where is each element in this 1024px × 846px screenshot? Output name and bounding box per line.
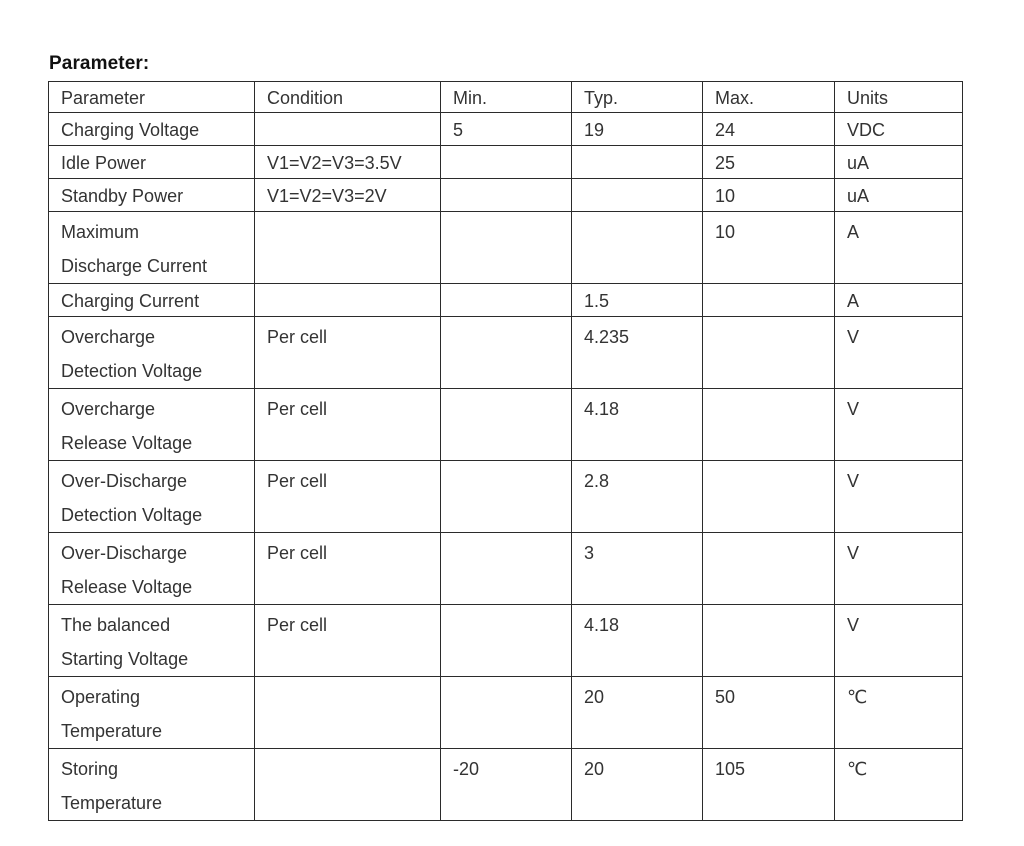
cell-min [441,146,572,179]
cell-parameter [49,113,255,146]
condition-value: V1=V2=V3=2V [267,186,387,206]
cell-units [835,146,963,179]
section-heading: Parameter: [49,53,150,74]
parameter-name-line: Starting Voltage [61,649,189,669]
cell-min [441,179,572,212]
parameter-name-line: Release Voltage [61,433,193,453]
cell-units [835,533,963,605]
table-row [49,749,963,821]
cell-condition [255,461,441,533]
cell-condition [255,284,441,317]
cell-units [835,317,963,389]
parameter-name-line: Overcharge [61,399,156,419]
cell-parameter [49,284,255,317]
cell-parameter [49,677,255,749]
units-value: VDC [847,120,886,140]
units-value: ℃ [847,759,868,779]
cell-condition [255,749,441,821]
cell-units [835,113,963,146]
cell-min [441,317,572,389]
cell-condition [255,179,441,212]
parameter-name-line: The balanced [61,615,171,635]
cell-min [441,533,572,605]
cell-condition [255,533,441,605]
column-header-units: Units [835,82,963,113]
units-value: V [847,471,860,491]
parameter-name-line: Release Voltage [61,577,193,597]
table-row [49,317,963,389]
condition-value: V1=V2=V3=3.5V [267,153,402,173]
units-value: ℃ [847,687,868,707]
cell-typ [572,284,703,317]
parameter-name-line: Temperature [61,793,163,813]
column-header-condition: Condition [255,82,441,113]
units-value: V [847,615,860,635]
table-row [49,179,963,212]
cell-max [703,677,835,749]
units-value: uA [847,153,870,173]
cell-min [441,113,572,146]
table-row [49,461,963,533]
typ-value: 20 [584,687,605,707]
cell-min [441,677,572,749]
cell-units [835,389,963,461]
max-value: 50 [715,687,736,707]
column-header-min: Min. [441,82,572,113]
typ-value: 20 [584,759,605,779]
cell-condition [255,212,441,284]
typ-value: 2.8 [584,471,610,491]
cell-parameter [49,179,255,212]
parameter-name-line: Detection Voltage [61,505,203,525]
table-row [49,113,963,146]
parameter-name-line: Idle Power [61,153,147,173]
units-value: V [847,399,860,419]
cell-parameter [49,533,255,605]
typ-value: 4.18 [584,399,620,419]
cell-condition [255,389,441,461]
units-value: A [847,291,860,311]
cell-typ [572,113,703,146]
table-row [49,389,963,461]
typ-value: 4.235 [584,327,630,347]
units-value: V [847,327,860,347]
table-row [49,284,963,317]
column-header-parameter: Parameter [49,82,255,113]
units-value: A [847,222,860,242]
cell-typ [572,146,703,179]
cell-parameter [49,146,255,179]
parameter-name-line: Operating [61,687,141,707]
parameter-name-line: Discharge Current [61,256,208,276]
cell-condition [255,605,441,677]
cell-min [441,461,572,533]
column-header-max: Max. [703,82,835,113]
parameter-name-line: Maximum [61,222,140,242]
cell-parameter [49,605,255,677]
min-value: 5 [453,120,464,140]
cell-parameter [49,749,255,821]
cell-typ [572,179,703,212]
min-value: -20 [453,759,480,779]
cell-max [703,317,835,389]
cell-max [703,212,835,284]
cell-units [835,677,963,749]
max-value: 10 [715,186,736,206]
cell-max [703,389,835,461]
condition-value: Per cell [267,543,328,563]
parameter-name-line: Charging Voltage [61,120,200,140]
cell-max [703,179,835,212]
cell-typ [572,461,703,533]
cell-units [835,284,963,317]
condition-value: Per cell [267,615,328,635]
cell-condition [255,146,441,179]
cell-max [703,284,835,317]
parameter-name-line: Detection Voltage [61,361,203,381]
cell-min [441,284,572,317]
cell-units [835,179,963,212]
parameter-name-line: Overcharge [61,327,156,347]
condition-value: Per cell [267,327,328,347]
cell-max [703,146,835,179]
parameter-name-line: Standby Power [61,186,184,206]
cell-min [441,389,572,461]
condition-value: Per cell [267,399,328,419]
max-value: 10 [715,222,736,242]
cell-parameter [49,389,255,461]
parameter-name-line: Over-Discharge [61,543,188,563]
parameter-name-line: Storing [61,759,119,779]
units-value: V [847,543,860,563]
cell-typ [572,677,703,749]
cell-max [703,113,835,146]
cell-units [835,605,963,677]
cell-max [703,749,835,821]
cell-max [703,461,835,533]
parameter-name-line: Charging Current [61,291,200,311]
cell-max [703,605,835,677]
typ-value: 4.18 [584,615,620,635]
cell-units [835,749,963,821]
table-row [49,146,963,179]
cell-typ [572,533,703,605]
condition-value: Per cell [267,471,328,491]
cell-min [441,749,572,821]
typ-value: 1.5 [584,291,610,311]
parameter-table [48,81,963,821]
table-header-row [49,82,963,113]
table-row [49,677,963,749]
typ-value: 19 [584,120,605,140]
parameter-name-line: Temperature [61,721,163,741]
cell-condition [255,677,441,749]
cell-typ [572,749,703,821]
cell-parameter [49,461,255,533]
cell-condition [255,113,441,146]
cell-typ [572,605,703,677]
typ-value: 3 [584,543,595,563]
cell-typ [572,212,703,284]
cell-min [441,212,572,284]
table-row [49,605,963,677]
cell-condition [255,317,441,389]
cell-parameter [49,317,255,389]
parameter-name-line: Over-Discharge [61,471,188,491]
units-value: uA [847,186,870,206]
cell-min [441,605,572,677]
cell-max [703,533,835,605]
cell-typ [572,317,703,389]
cell-units [835,212,963,284]
column-header-typ: Typ. [572,82,703,113]
max-value: 24 [715,120,736,140]
table-row [49,212,963,284]
cell-parameter [49,212,255,284]
cell-typ [572,389,703,461]
table-row [49,533,963,605]
cell-units [835,461,963,533]
max-value: 25 [715,153,736,173]
max-value: 105 [715,759,746,779]
